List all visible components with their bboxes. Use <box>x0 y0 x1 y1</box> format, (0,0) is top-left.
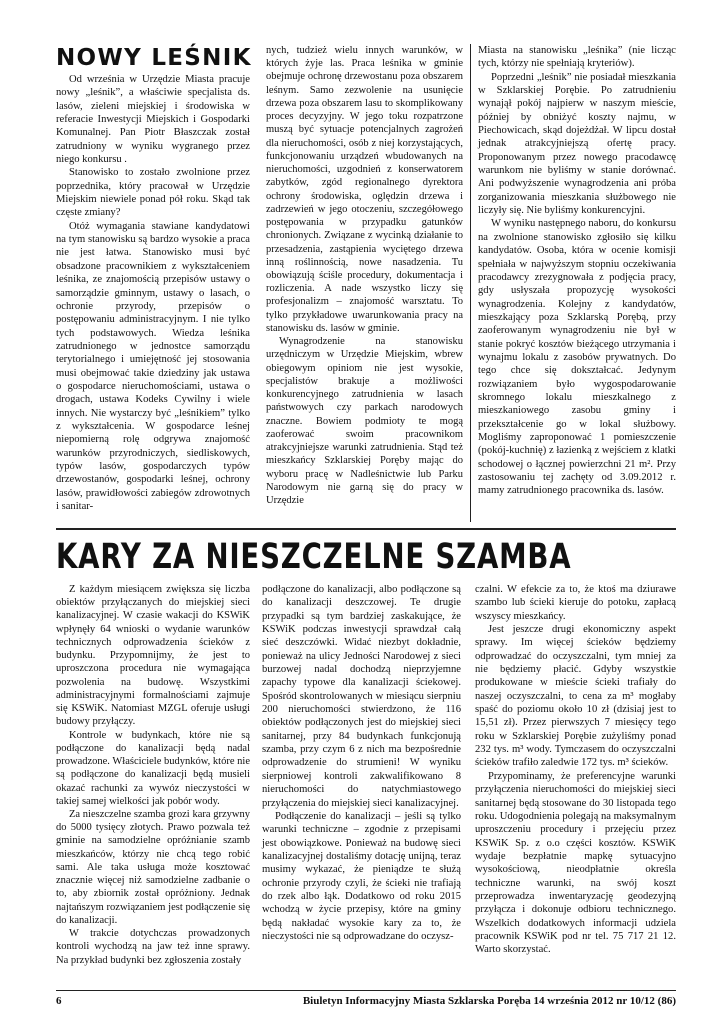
paragraph: Miasta na stanowisku „leśnika” (nie licząc tych, którzy nie spełniają kryteriów). <box>478 45 676 70</box>
column-divider <box>470 44 471 522</box>
article-headline-nowy-lesnik: NOWY LEŚNIK <box>56 45 252 71</box>
paragraph: W wyniku następnego naboru, do konkursu na zwolnione stanowisko zgłosiło się kilku kandydatów. Osoba, która w ocenie komisji spełniała w najwyższym stopniu oczekiwania pracodawcy zrezygnowała z podjęcia pracy, gdy usłyszała propozycję wysokości wynagrodzenia. Kolejny z kandydatów, mieszkający poza Szklarską Porębą, przy zaoferowanym wynagrodzeniu nie był w stanie pokryć kosztów bieżącego utrzymania i wynajmu lokalu z zasobów prywatnych. Do tego chce się dokształcać. Jedynym rozwiązaniem było wygospodarowanie skromnego lokalu mieszkalnego z mieszkaniowego zasobu gminy i przekształcenie go w lokal służbowy. Mogliśmy zaproponować 1 pomieszczenie (pokój-kuchnię) z łazienką z wejściem z klatki schodowej o łącznej powierzchni 21 m². Przy zastosowaniu tej zachęty od 3.09.2012 r. mamy zatrudnionego pracownika ds. lasów. <box>478 218 676 497</box>
article2-column-1 <box>56 583 250 967</box>
page-footer <box>56 993 676 1009</box>
paragraph: Poprzedni „leśnik” nie posiadał mieszkania w Szklarskiej Porębie. Po zatrudnieniu wynajął pokój najpierw w naszym mieście, później by obniżyć koszty najmu, w Piechowicach, skąd dojeżdżał. W lipcu dostał jednak atrakcyjniejszą ofertę pracy. Proponowanym przez nowego pracodawcę warunkom nie byliśmy w stanie dorównać. Ani podwyższenie wynagrodzenia ani próba zorganizowania mieszkania służbowego nie liczyły się. Nie byliśmy konkurencyjni. <box>478 71 676 217</box>
page-number: 6 <box>56 995 62 1007</box>
paragraph: Podłączenie do kanalizacji – jeśli są tylko warunki techniczne – zgodnie z przepisami jest obowiązkowe. Ponieważ na budowę sieci kanalizacyjnej dostaliśmy dotację unijną, teraz musimy wykazać, że pieniądze te służą ochronie przyrody czyli, że ścieki nie trafiają do rzek albo łąk. Dodatkowo od roku 2015 wchodzą w życie przepisy, które na gminy będą nakładać wysokie kary za to, że nieczystości nie są odprowadzane do oczysz- <box>262 810 461 942</box>
paragraph: W trakcie dotychczas prowadzonych kontroli wychodzą na jaw też inne sprawy. Na przykład budynki bez zgłoszenia zostały <box>56 928 250 966</box>
paragraph: czalni. W efekcie za to, że ktoś ma dziurawe szambo lub ścieki kieruje do potoku, zapłacą wszyscy mieszkańcy. <box>475 584 676 622</box>
article1-column-2 <box>266 44 463 507</box>
paragraph: Z każdym miesiącem zwiększa się liczba obiektów przyłączanych do miejskiej sieci kanalizacyjnej. W czasie wakacji do KSWiK wpłynęły 64 wnioski o wydanie warunków technicznych odprowadzenia ścieków z budynku. Przypomnijmy, że jest to uproszczona procedura nie wymagająca pozwolenia na budowę. Wszystkimi administracyjnymi formalnościami zajmuje się KSWiK. Natomiast MZGL oferuje usługi budowy przyłączy. <box>56 584 250 728</box>
footer-rule <box>56 990 676 991</box>
article-headline-kary-za-szamba: KARY ZA NIESZCZELNE SZAMBA <box>56 537 572 577</box>
article1-column-1 <box>56 73 250 513</box>
section-divider <box>56 528 676 530</box>
paragraph: Od września w Urzędzie Miasta pracuje nowy „leśnik”, a właściwie specjalista ds. lasów, zieleni miejskiej i środowiska w referacie Inwestycji Miejskich i Gospodarki Komunalnej. Pan Piotr Błaszczak został zatrudniony w wyniku wygranego przez niego konkursu . <box>56 74 250 166</box>
article2-column-3 <box>475 583 676 957</box>
paragraph: Otóż wymagania stawiane kandydatowi na tym stanowisku są bardzo wysokie a praca nie jest łatwa. Stanowisko musi być obsadzone pracownikiem z wykształceniem leśnika, ze znajomością przepisów ustawy o samorządzie gminnym, ustawy o lasach, o ochronie przyrody, przepisów o postępowaniu administracyjnym. I nie tylko tych podstawowych. Wiedza leśnika zatrudnionego w jednostce samorządu terytorialnego i umiejętność jej stosowania musi obejmować takie dziedziny jak ustawa o gospodarce nieruchomościami, ustawa o drogach, ustawa Kodeks Cywilny i wiele innych. Nie wystarczy być „leśnikiem” tylko z wykształcenia. W gospodarce leśnej niepomierną rolę odgrywa znajomość warunków przyrodniczych, siedliskowych, typów lasów, gospodarczych typów drzewostanów, gospodarki leśnej, ochrony lasów, prawidłowości zabiegów zdrowotnych i sanitar- <box>56 220 250 512</box>
paragraph: Przypominamy, że preferencyjne warunki przyłączenia nieruchomości do miejskiej sieci sanitarnej będą stosowane do 30 listopada tego roku. Udogodnienia polegają na maksymalnym uproszczeniu procedury i przejęciu przez KSWiK Sp. z o.o części kosztów. KSWiK wydaje bezpłatnie mapkę sytuacyjno wysokościową, nieodpłatnie określa techniczne warunki, na swój koszt przeprowadza inwentaryzację geodezyjną przyłącza i dokonuje odbioru technicznego. Wszelkich dodatkowych informacji udziela pracownik KSWiK pod nr tel. 75 717 21 12. Warto skorzystać. <box>475 770 676 956</box>
paragraph: Za nieszczelne szamba grozi kara grzywny do 5000 tysięcy złotych. Prawo pozwala też gminie na samodzielne opróżnianie szamb mieszkańców, którzy nie chcą tego robić sami. Ale taka usługa może kosztować znacznie więcej niż samodzielne zadbanie o to, aby zbiornik został opróżniony. Jednak najtańszym rozwiązaniem jest podłączenie się do kanalizacji. <box>56 808 250 926</box>
paragraph: podłączone do kanalizacji, albo podłączone są do kanalizacji deszczowej. Te drugie przypadki są tym bardziej zaskakujące, że KSWiK podczas inwestycji sprawdzał całą sieć deszczówki. Widać niezbyt dokładnie, ponieważ na ulicy Jedności Narodowej z sieci burzowej nadal dochodzą nieprzyjemne zapachy typowe dla kanalizacji ściekowej. Spośród skontrolowanych w miesiącu sierpniu 200 nieruchomości stwierdzono, że 116 obiektów podłączonych jest do miejskiej sieci sanitarnej, przy 84 budynkach funkcjonują szamba, przy czym 6 z nich ma bezpośrednie odprowadzenie do strumieni! W wyniku sierpniowej kontroli zakwalifikowano 8 nieruchomości do natychmiastowego przyłączenia do miejskiej sieci kanalizacyjnej. <box>262 584 461 809</box>
paragraph: Stanowisko to zostało zwolnione przez poprzednika, który pracował w Urzędzie Miejskim niewiele ponad pół roku. Skąd tak częste zmiany? <box>56 167 250 219</box>
article1-column-3 <box>478 44 676 498</box>
paragraph: Jest jeszcze drugi ekonomiczny aspekt sprawy. Im więcej ścieków będziemy odprowadzać do oczyszczalni, tym mniej za nie będziemy płacić. Gdyby wszystkie produkowane w mieście ścieki trafiały do naszej oczyszczalni, to cena za m³ mogłaby spaść do poziomu około 10 zł (dzisiaj jest to 15,51 zł). Przez pierwszych 7 miesięcy tego roku w Szklarskiej Porębie zużyliśmy ponad 232 tys. m³ wody. Tymczasem do oczyszczalni ścieków trafiło zaledwie 172 tys. m³ ścieków. <box>475 624 676 769</box>
publication-title: Biuletyn Informacyjny Miasta Szklarska Poręba 14 września 2012 nr 10/12 (86) <box>302 995 676 1007</box>
paragraph: Wynagrodzenie na stanowisku urzędniczym w Urzędzie Miejskim, wbrew obiegowym opiniom nie jest wysokie, specjalistów brakuje a możliwości konkurencyjnego zatrudnienia w lasach państwowych czy parkach narodowych znaczne. Bowiem podmioty te mogą zaoferować swoim pracownikom atrakcyjniejsze warunki zatrudnienia. Stąd też mieszkańcy Szklarskiej Poręby mając do wyboru pracę w Nadleśnictwie lub Parku Narodowym nie garną się do pracy w Urzędzie <box>266 336 463 506</box>
paragraph: nych, tudzież wielu innych warunków, w których żyje las. Praca leśnika w gminie obejmuje ochronę drzewostanu poza obszarem leśnym. Samo zezwolenie na usunięcie drzewa poza obszarem lasu to skomplikowany proces decyzyjny. W jego toku rozpatrzone muszą być sytuacje potencjalnych zagrożeń dla nieruchomości, osób z niej korzystających, funkcjonowaniu urządzeń wbudowanych na nieruchomości, uzgodnień z konserwatorem zabytków, zgód regionalnego dyrektora ochrony środowiska, oględzin drzewa i zadrzewień w jego otoczeniu, szczegółowego postępowania w przypadku gatunków chronionych. Związane z wycinką działanie to przesadzenia, zastąpienia wyciętego drzewa inną roślinnością, nowe nasadzenia. Tu obowiązują ściśle procedury, dokumentacja i rozliczenia. A nade wszystko liczy się profesjonalizm – znajomość warsztatu. To tylko przykładowe uwarunkowania pracy na stanowisku ds. lasów w gminie. <box>266 45 463 334</box>
article2-column-2 <box>262 583 461 943</box>
paragraph: Kontrole w budynkach, które nie są podłączone do kanalizacji będą nadal prowadzone. Właściciele budynków, które nie są podłączone do kanalizacji będą musieli okazać rachunki za wywóz nieczystości w takiej samej wielkości jak pobór wody. <box>56 729 250 807</box>
